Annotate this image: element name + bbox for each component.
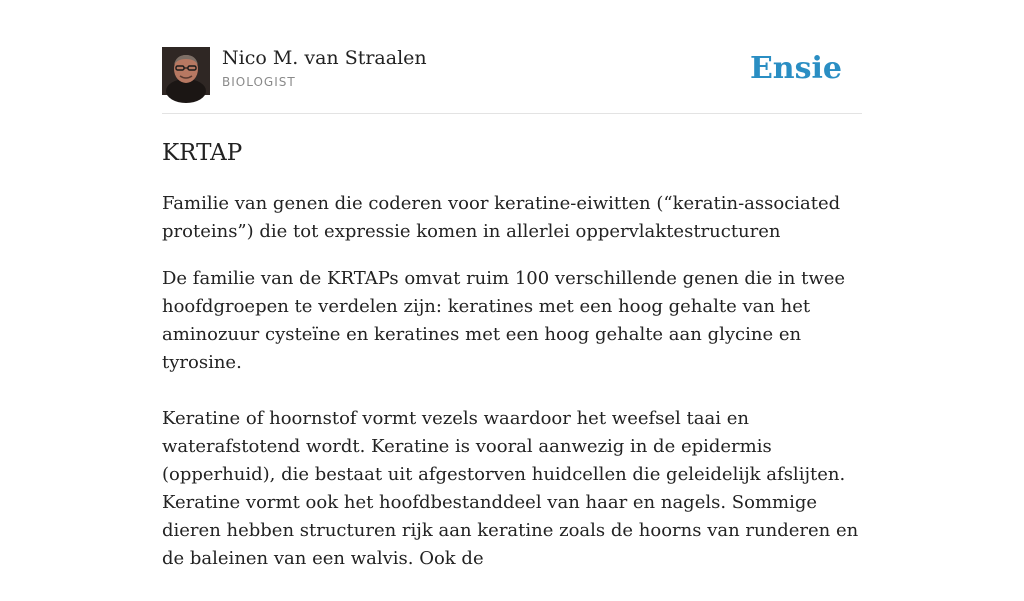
author-role: BIOLOGIST (222, 75, 296, 89)
page-title: KRTAP (162, 140, 243, 166)
header-divider (162, 113, 862, 114)
body-paragraph: Keratine of hoornstof vormt vezels waardoor het weefsel taai en waterafstotend wordt. Keratine is vooral aanwezig in de epidermis (opperhuid), die bestaat uit afgestorven huidcellen die geleidelijk afslijten. Keratine vormt ook het hoofdbestanddeel van haar en nagels. Sommige dieren hebben structuren rijk aan keratine zoals de hoorns van runderen en de baleinen van een walvis. Ook de (162, 408, 859, 569)
definition-summary: Familie van genen die coderen voor keratine-eiwitten (“keratin-associated proteins”) die tot expressie komen in allerlei oppervlaktestructuren (162, 193, 841, 242)
body-paragraph: De familie van de KRTAPs omvat ruim 100 verschillende genen die in twee hoofdgroepen te verdelen zijn: keratines met een hoog gehalte van het aminozuur cysteïne en keratines met een hoog gehalte aan glycine en tyrosine. (162, 268, 846, 373)
author-photo-icon (162, 47, 210, 95)
author-avatar[interactable] (162, 47, 210, 95)
article-header (162, 46, 862, 96)
ensie-logo[interactable]: Ensie (749, 51, 842, 86)
author-name[interactable]: Nico M. van Straalen (222, 47, 427, 69)
article-body (162, 265, 862, 601)
